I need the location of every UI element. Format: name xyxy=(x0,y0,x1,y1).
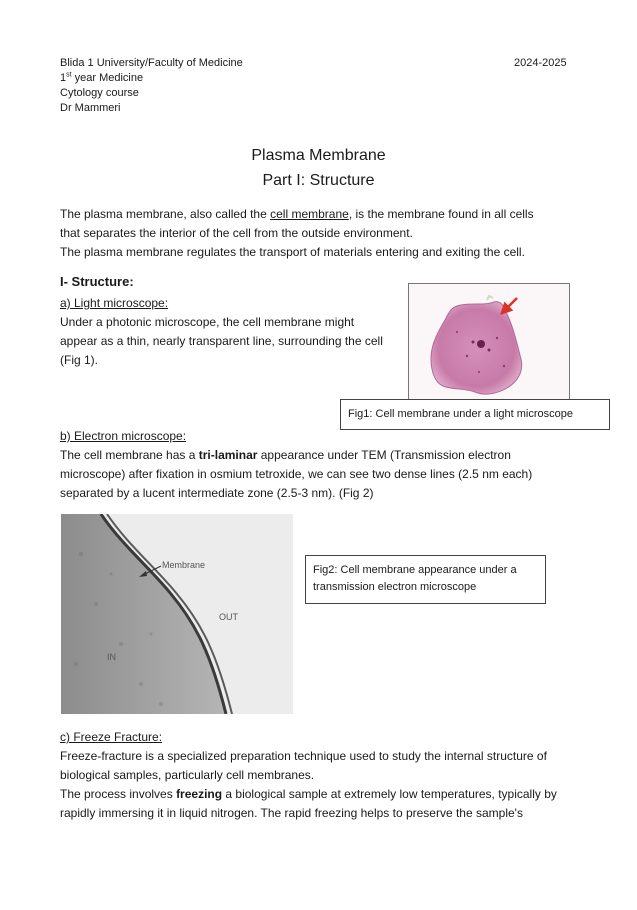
freeze-fracture-line-4: rapidly immersing it in liquid nitrogen. The rapid freezing helps to preserve the sample's xyxy=(60,806,523,820)
light-microscope-line-3: (Fig 1). xyxy=(60,353,99,367)
fig2-caption: Fig2: Cell membrane appearance under a transmission electron microscope xyxy=(305,555,546,604)
electron-microscope-heading: b) Electron microscope: xyxy=(60,429,187,443)
light-microscope-line-1: Under a photonic microscope, the cell membrane might xyxy=(60,315,355,329)
header-author: Dr Mammeri xyxy=(60,102,121,114)
freeze-fracture-block xyxy=(60,728,610,823)
fig2-image xyxy=(61,514,293,714)
intro-line-1: The plasma membrane, also called the cell membrane, is the membrane found in all cells xyxy=(60,207,534,221)
page-title: Plasma Membrane xyxy=(251,147,386,164)
intro-paragraph xyxy=(60,205,600,262)
fig1-arrow xyxy=(502,298,517,313)
light-microscope-block xyxy=(60,294,405,370)
freeze-fracture-line-1: Freeze-fracture is a specialized preparation technique used to study the internal structure of xyxy=(60,749,547,763)
header-academic-year: 2024-2025 xyxy=(514,57,567,69)
electron-microscope-line-2: microscope) after fixation in osmium tetroxide, we can see two dense lines (2.5 nm each) xyxy=(60,467,533,481)
header-year-level: 1st year Medicine xyxy=(60,71,144,84)
fig2-label-in: IN xyxy=(107,652,116,662)
intro-line-3: The plasma membrane regulates the transport of materials entering and exiting the cell. xyxy=(60,245,525,259)
freeze-fracture-heading: c) Freeze Fracture: xyxy=(60,730,163,744)
fig1-caption: Fig1: Cell membrane under a light microscope xyxy=(340,399,610,430)
intro-line-2: that separates the interior of the cell from the outside environment. xyxy=(60,226,413,240)
electron-microscope-line-1: The cell membrane has a tri-laminar appearance under TEM (Transmission electron xyxy=(60,448,511,462)
header-course: Cytology course xyxy=(60,87,139,99)
section-heading-structure: I- Structure: xyxy=(60,274,134,289)
electron-microscope-block xyxy=(60,427,610,503)
light-microscope-heading: a) Light microscope: xyxy=(60,296,169,310)
freeze-fracture-line-2: biological samples, particularly cell membranes. xyxy=(60,768,315,782)
electron-microscope-line-3: separated by a lucent intermediate zone (2.5-3 nm). (Fig 2) xyxy=(60,486,374,500)
fig1-image xyxy=(408,283,570,405)
light-microscope-line-2: appear as a thin, nearly transparent line, surrounding the cell xyxy=(60,334,383,348)
header-block xyxy=(60,56,243,116)
page-subtitle: Part I: Structure xyxy=(262,172,375,189)
cell-membrane-link[interactable]: cell membrane xyxy=(270,207,349,221)
freeze-fracture-line-3: The process involves freezing a biological sample at extremely low temperatures, typically by xyxy=(60,787,557,801)
fig2-label-out: OUT xyxy=(219,612,238,622)
membrane-tem-micrograph xyxy=(61,514,293,714)
header-institution: Blida 1 University/Faculty of Medicine xyxy=(60,57,243,69)
cell-light-micrograph xyxy=(409,284,569,404)
fig2-label-membrane: Membrane xyxy=(162,560,206,570)
